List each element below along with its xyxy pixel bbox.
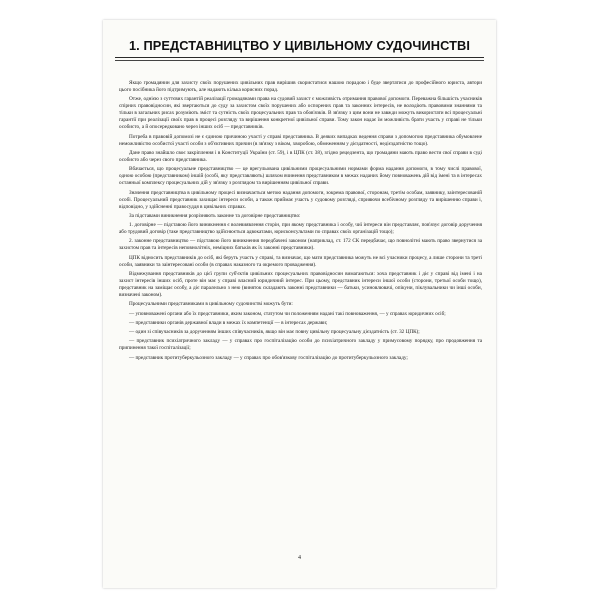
paragraph: За підставами виникнення розрізняють законне та договірне представництво: (129, 212, 301, 219)
paragraph: Дане право знайшло своє закріплення і в Конституції України (ст. 59), і в ЦПК (ст. 38), згідно рецедзента, що громадяни мають право вести свої справи в суді особисто або через свого представника. (119, 149, 482, 164)
paragraph: Якщо громадянин для захисту своїх порушених цивільних прав вирішив скористатися нашою порадою і буде звертатися до професійного юриста, автори цього посібника його підтримують, але надають кілька корисних порад. (119, 80, 482, 94)
title-rule (115, 57, 484, 58)
list-item: — один зі співучасників за дорученням інших співучасників, якщо він має повну цивільну процесуальну дієздатність (ст. 32 ЦПК); (129, 329, 420, 336)
title-rule-thin (115, 60, 484, 61)
page-title: 1. ПРЕДСТАВНИЦТВО У ЦИВІЛЬНОМУ СУДОЧИНСТВІ (128, 38, 471, 53)
paragraph: Вбачається, що процесуальне представництво — це врегульована цивільними процесуальними нормами форма надання допомоги, в тому числі правової, одною особою (представником) іншій (особі, яку представляють) шляхом вчинення представником в межах наданих йому повноважень дій від імені та в інтересах останньої комплексу процесуальних дій у зв'язку з розглядом та вирішенням цивільної справи. (119, 166, 482, 187)
paragraph: Потреба в правовій допомозі не є єдиною причиною участі у справі представника. В деяких випадках ведення справи з допомогою представника обумовлене неможливістю особистої участі особи з об'єктивних причин (в зв'язку з віком, хворобою, обмеженням у дієздатності, недієздатністю тощо). (119, 133, 482, 147)
page-number: 4 (298, 555, 301, 561)
list-item: 2. законне представництво — підставою його виникнення передбачені законом (наприклад, ст. 172 СК передбачає, що повнолітні мають право звернутися за захистом прав та інтересів неповнолітніх, неміцних батьків як їх законні представники). (119, 238, 482, 252)
list-item: 1. договірне — підставою його виникнення є волевиявлення сторін, при якому представника і особу, чиї інтереси він представляє, пов'язує договір доручення або трудовий договір (таке представництво здійснюється адвокатами, юрисконсультами по справах своїх організацій тощо); (119, 222, 482, 236)
document-page (103, 20, 496, 588)
paragraph: Відмежування представників до цієї групи суб'єктів цивільних процесуальних правовідносин вимагаються: хоча представник і діє у справі від імені і на захист інтересів інших осіб, проте він має у справі власний юридичний інтерес. При цьому, представник інтереси іншої особи (сторони, третьої особи тощо), представник на заміщає особу, а діє паралельно з нею (виняток складають законні представники — батьки, усиновлювачі, опікуни, піклувальники чи інші особи, визначені законом). (119, 271, 482, 299)
list-item: — представники органів державної влади в межах їх компетенції — в інтересах держави; (129, 319, 328, 326)
paragraph: Значення представництва в цивільному процесі визначається метою надання допомоги, зокрема правової, сторонам, третім особам, заявнику, заінтересованій особі. Процесуальний представник захищає інтереси особи, а також приймає участь у судовому розгляді, сприяючи всебічному розгляду та вирішенню справи і, відповідно, у здійсненні правосуддя в цивільних справах. (119, 189, 482, 210)
paragraph: ЦПК відносить представників до осіб, які беруть участь у справі, та визначає, що мати представника можуть не всі учасники процесу, а лише сторони та треті особи, заявники та заінтересовані особи (в справах наказного та окремого провадження). (119, 254, 482, 268)
paragraph: Отже, однією з суттєвих гарантій реалізації громадянами права на судовий захист є можливість отримання правової допомоги. Переважна більшість учасників спірних правовідносин, які звертаються до суду за захистом своїх порушених або оспорених прав та законних інтересів, не володіють правовими знаннями та тільки в загальних рисах розуміють зміст та сутність своїх процесуальних прав та обов'язків. В зв'язку з цим вони не завжди можуть використати всі процесуальні гарантії при реалізації своїх прав в процесі розгляду та вирішення конкретної цивільної справи. Тому закон надає їм можливість брати участь у справі не тільки особисто, а й опосередковано через інших осіб — представників. (119, 96, 482, 131)
list-item: — представник психіатричного закладу — у справах про госпіталізацію особи до психіатричного закладу у примусовому порядку, про продовження та припинення такої госпіталізації; (119, 338, 482, 352)
body-text (119, 80, 482, 364)
paragraph: Процесуальними представниками в цивільному судочинстві можуть бути: (129, 301, 293, 308)
list-item: — уповноважені органи або їх представники, яким законом, статутом чи положенням надані такі повноваження, — у справах юридичних осіб; (129, 310, 446, 317)
list-item: — представник протитуберкульозного закладу — у справах про обов'язкову госпіталізацію до протитуберкульозного закладу; (129, 354, 408, 361)
